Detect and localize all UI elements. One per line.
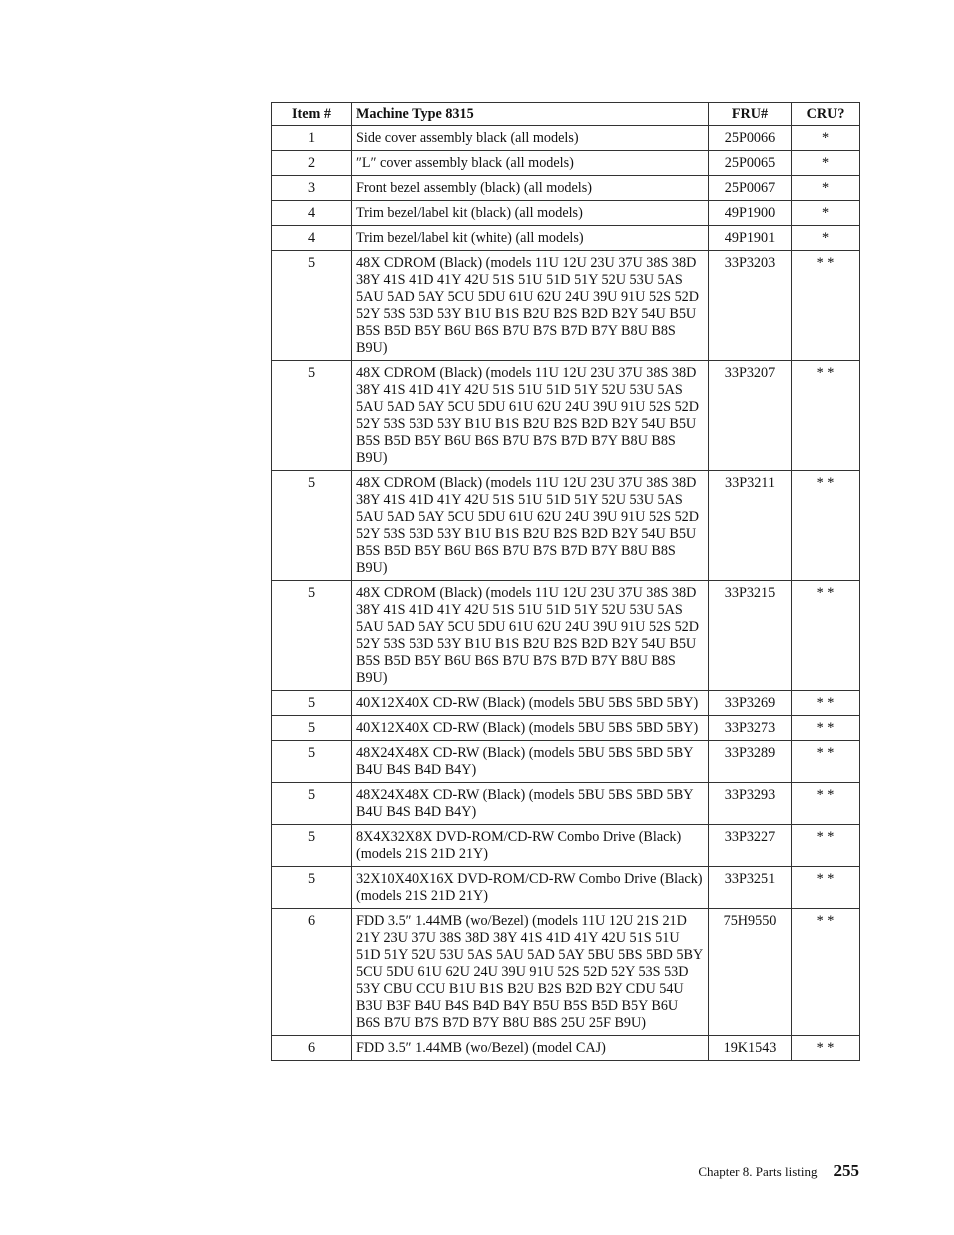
table-row [272, 741, 860, 783]
cell-item: 5 [272, 825, 352, 867]
table-row [272, 361, 860, 471]
cell-fru: 25P0067 [709, 176, 792, 201]
cell-item: 5 [272, 716, 352, 741]
table-row [272, 471, 860, 581]
table-row [272, 126, 860, 151]
table-row [272, 251, 860, 361]
cell-cru: * * [792, 471, 860, 581]
cell-fru: 33P3203 [709, 251, 792, 361]
cell-fru: 33P3293 [709, 783, 792, 825]
header-item: Item # [272, 103, 352, 126]
cell-item: 5 [272, 471, 352, 581]
parts-table [271, 102, 860, 1061]
table-row [272, 1036, 860, 1061]
cell-fru: 75H9550 [709, 909, 792, 1036]
table-header [272, 103, 860, 126]
cell-item: 6 [272, 909, 352, 1036]
cell-desc: 40X12X40X CD-RW (Black) (models 5BU 5BS 5BD 5BY) [352, 691, 709, 716]
cell-cru: * [792, 226, 860, 251]
cell-desc: FDD 3.5″ 1.44MB (wo/Bezel) (models 11U 12U 21S 21D 21Y 23U 37U 38S 38D 38Y 41S 41D 41Y 42U 51S 51U 51D 51Y 52U 53U 5AS 5AU 5AD 5AY 5BU 5BS 5BD 5BY 5CU 5DU 61U 62U 24U 39U 91U 52S 52D 52Y 53S 53D 53Y CBU CCU B1U B1S B2U B2S B2D B2Y CDU 54U B3U B3F B4U B4S B4D B4Y B5U B5S B5D B5Y B6U B6S B7U B7S B7D B7Y B8U B8S 25U 25F B9U) [352, 909, 709, 1036]
cell-fru: 33P3251 [709, 867, 792, 909]
cell-desc: Side cover assembly black (all models) [352, 126, 709, 151]
cell-cru: * * [792, 716, 860, 741]
table-row [272, 825, 860, 867]
header-row [272, 103, 860, 126]
cell-fru: 49P1900 [709, 201, 792, 226]
cell-item: 5 [272, 783, 352, 825]
cell-desc: 32X10X40X16X DVD-ROM/CD-RW Combo Drive (Black)(models 21S 21D 21Y) [352, 867, 709, 909]
cell-item: 4 [272, 226, 352, 251]
cell-item: 2 [272, 151, 352, 176]
table-row [272, 581, 860, 691]
cell-cru: * * [792, 1036, 860, 1061]
cell-item: 6 [272, 1036, 352, 1061]
table-row [272, 176, 860, 201]
page-footer [698, 1161, 859, 1181]
cell-item: 1 [272, 126, 352, 151]
cell-item: 5 [272, 361, 352, 471]
cell-item: 5 [272, 581, 352, 691]
cell-desc: 48X24X48X CD-RW (Black) (models 5BU 5BS 5BD 5BY B4U B4S B4D B4Y) [352, 741, 709, 783]
cell-desc: 40X12X40X CD-RW (Black) (models 5BU 5BS 5BD 5BY) [352, 716, 709, 741]
table-row [272, 201, 860, 226]
table-row [272, 226, 860, 251]
table-row [272, 867, 860, 909]
cell-desc: 48X CDROM (Black) (models 11U 12U 23U 37U 38S 38D 38Y 41S 41D 41Y 42U 51S 51U 51D 51Y 52U 53U 5AS 5AU 5AD 5AY 5CU 5DU 61U 62U 24U 39U 91U 52S 52D 52Y 53S 53D 53Y B1U B1S B2U B2S B2D B2Y 54U B5U B5S B5D B5Y B6U B6S B7U B7S B7D B7Y B8U B8S B9U) [352, 251, 709, 361]
page-number: 255 [833, 1161, 859, 1180]
table-body [272, 126, 860, 1061]
cell-fru: 33P3273 [709, 716, 792, 741]
cell-desc: 8X4X32X8X DVD-ROM/CD-RW Combo Drive (Black) (models 21S 21D 21Y) [352, 825, 709, 867]
cell-cru: * * [792, 909, 860, 1036]
cell-fru: 19K1543 [709, 1036, 792, 1061]
cell-fru: 49P1901 [709, 226, 792, 251]
table-row [272, 691, 860, 716]
cell-item: 3 [272, 176, 352, 201]
header-cru: CRU? [792, 103, 860, 126]
footer-chapter: Chapter 8. Parts listing [698, 1164, 818, 1179]
cell-item: 5 [272, 741, 352, 783]
cell-cru: * [792, 151, 860, 176]
cell-fru: 33P3269 [709, 691, 792, 716]
cell-cru: * [792, 201, 860, 226]
cell-fru: 33P3289 [709, 741, 792, 783]
table-row [272, 909, 860, 1036]
cell-desc: Trim bezel/label kit (white) (all models) [352, 226, 709, 251]
cell-desc: 48X CDROM (Black) (models 11U 12U 23U 37U 38S 38D 38Y 41S 41D 41Y 42U 51S 51U 51D 51Y 52U 53U 5AS 5AU 5AD 5AY 5CU 5DU 61U 62U 24U 39U 91U 52S 52D 52Y 53S 53D 53Y B1U B1S B2U B2S B2D B2Y 54U B5U B5S B5D B5Y B6U B6S B7U B7S B7D B7Y B8U B8S B9U) [352, 361, 709, 471]
cell-desc: 48X CDROM (Black) (models 11U 12U 23U 37U 38S 38D 38Y 41S 41D 41Y 42U 51S 51U 51D 51Y 52U 53U 5AS 5AU 5AD 5AY 5CU 5DU 61U 62U 24U 39U 91U 52S 52D 52Y 53S 53D 53Y B1U B1S B2U B2S B2D B2Y 54U B5U B5S B5D B5Y B6U B6S B7U B7S B7D B7Y B8U B8S B9U) [352, 471, 709, 581]
cell-cru: * [792, 176, 860, 201]
cell-cru: * * [792, 691, 860, 716]
cell-fru: 33P3211 [709, 471, 792, 581]
cell-cru: * * [792, 825, 860, 867]
cell-cru: * * [792, 251, 860, 361]
cell-desc: FDD 3.5″ 1.44MB (wo/Bezel) (model CAJ) [352, 1036, 709, 1061]
cell-fru: 25P0065 [709, 151, 792, 176]
cell-desc: ″L″ cover assembly black (all models) [352, 151, 709, 176]
cell-fru: 33P3227 [709, 825, 792, 867]
cell-desc: Trim bezel/label kit (black) (all models) [352, 201, 709, 226]
table-row [272, 716, 860, 741]
cell-item: 5 [272, 691, 352, 716]
cell-fru: 33P3207 [709, 361, 792, 471]
cell-cru: * [792, 126, 860, 151]
cell-desc: 48X24X48X CD-RW (Black) (models 5BU 5BS 5BD 5BY B4U B4S B4D B4Y) [352, 783, 709, 825]
table-row [272, 783, 860, 825]
cell-cru: * * [792, 867, 860, 909]
cell-cru: * * [792, 361, 860, 471]
header-fru: FRU# [709, 103, 792, 126]
cell-item: 5 [272, 867, 352, 909]
cell-item: 4 [272, 201, 352, 226]
cell-cru: * * [792, 783, 860, 825]
cell-cru: * * [792, 741, 860, 783]
cell-desc: Front bezel assembly (black) (all models) [352, 176, 709, 201]
cell-desc: 48X CDROM (Black) (models 11U 12U 23U 37U 38S 38D 38Y 41S 41D 41Y 42U 51S 51U 51D 51Y 52U 53U 5AS 5AU 5AD 5AY 5CU 5DU 61U 62U 24U 39U 91U 52S 52D 52Y 53S 53D 53Y B1U B1S B2U B2S B2D B2Y 54U B5U B5S B5D B5Y B6U B6S B7U B7S B7D B7Y B8U B8S B9U) [352, 581, 709, 691]
cell-cru: * * [792, 581, 860, 691]
cell-fru: 33P3215 [709, 581, 792, 691]
cell-fru: 25P0066 [709, 126, 792, 151]
cell-item: 5 [272, 251, 352, 361]
table-row [272, 151, 860, 176]
header-machine-type: Machine Type 8315 [352, 103, 709, 126]
